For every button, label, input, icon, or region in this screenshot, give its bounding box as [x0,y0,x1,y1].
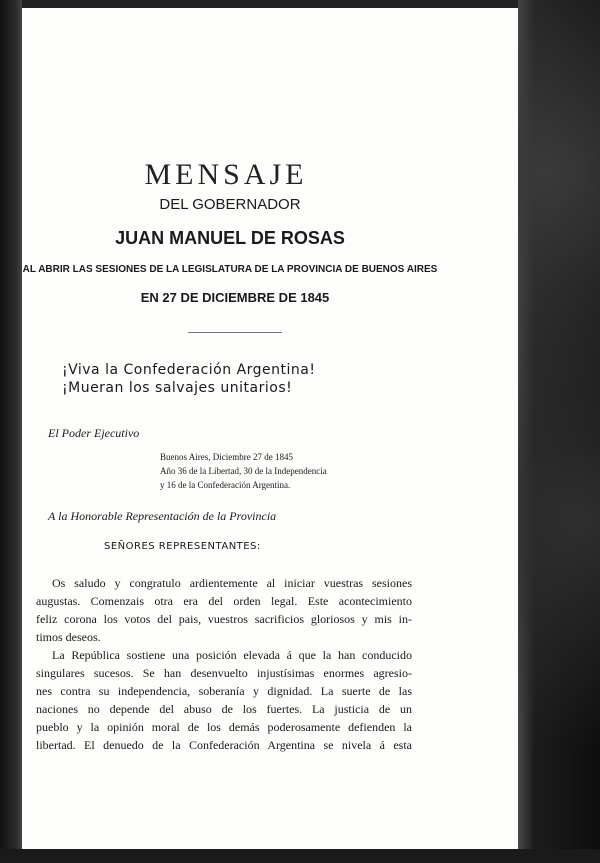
dateline-place-date: Buenos Aires, Diciembre 27 de 1845 [160,452,293,462]
scan-border-right [518,0,600,863]
document-title: MENSAJE [144,158,308,191]
salutation: SEÑORES REPRESENTANTES: [104,541,261,552]
slogan-mueran: ¡Mueran los salvajes unitarios! [62,380,293,396]
scan-border-left [0,0,22,863]
paragraph-line: Os saludo y congratulo ardientemente al iniciar vuestras sesiones [52,576,412,590]
paragraph-line: nes contra su independencia, soberanía y dignidad. La suerte de las [36,684,412,698]
dateline-confederation: y 16 de la Confederación Argentina. [160,480,291,490]
scan-border-bottom [0,849,600,863]
paragraph-2 [36,646,412,754]
paragraph-line: timos deseos. [36,630,101,644]
slogan-viva: ¡Viva la Confederación Argentina! [62,362,316,378]
paragraph-line: augustas. Comenzais otra era del orden legal. Este acontecimiento [36,594,412,608]
addressee-line: A la Honorable Representación de la Provincia [48,509,277,523]
paragraph-line: pueblo y la opinión moral de los demás poderosamente defienden la [36,720,412,734]
sender-line: El Poder Ejecutivo [48,426,140,440]
paragraph-line: feliz corona los votos del pais, vuestros sacrificios gloriosos y mis in- [36,612,412,626]
occasion-line: AL ABRIR LAS SESIONES DE LA LEGISLATURA DE LA PROVINCIA DE BUENOS AIRES [22,264,438,275]
paragraph-line: libertad. El denuedo de la Confederación Argentina se nivela á esta [36,738,412,752]
date-line: EN 27 DE DICIEMBRE DE 1845 [140,290,330,305]
paragraph-line: La República sostiene una posición elevada á que la han conducido [52,648,412,662]
governor-name: JUAN MANUEL DE ROSAS [115,228,345,248]
paragraph-1 [36,574,412,646]
paragraph-line: naciones no depende del abuso de los fuertes. La justicia de un [36,702,412,716]
document-subtitle: DEL GOBERNADOR [159,196,301,213]
dateline-years: Año 36 de la Libertad, 30 de la Independencia [160,466,327,476]
paragraph-line: singulares sucesos. Se han desenvuelto injustísimas enormes agresio- [36,666,412,680]
ornamental-divider [188,332,282,333]
scan-border-top [0,0,600,8]
